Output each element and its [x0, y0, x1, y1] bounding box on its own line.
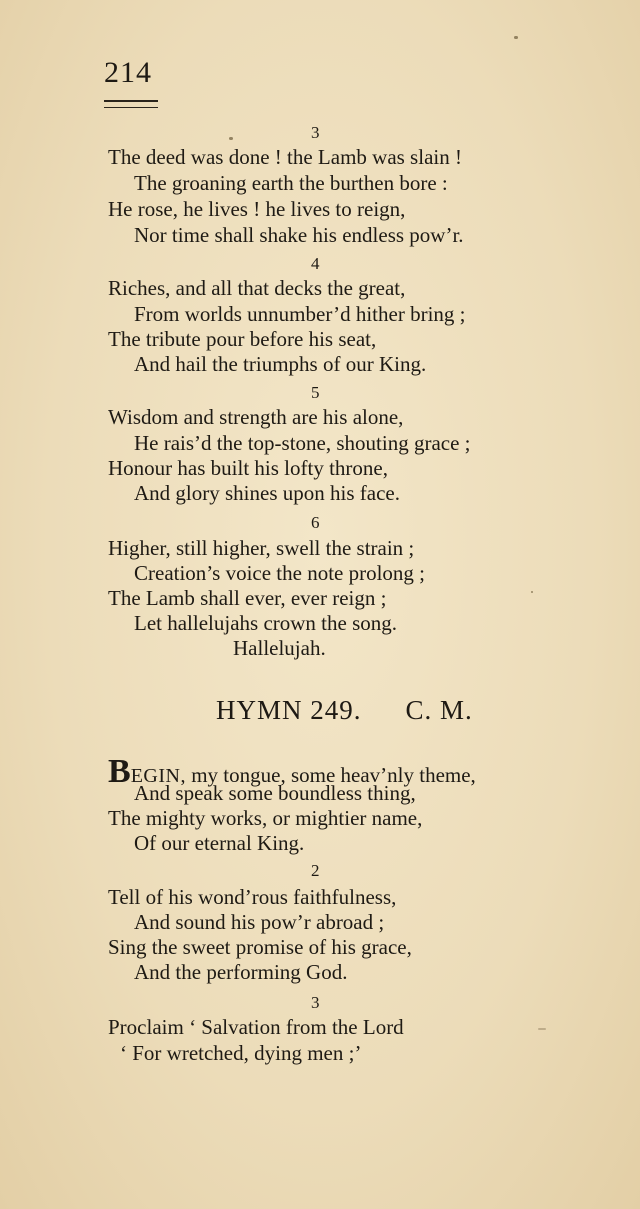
verse-line: Nor time shall shake his endless pow’r.	[134, 223, 464, 247]
verse-line: Proclaim ‘ Salvation from the Lord	[108, 1015, 404, 1039]
verse-line: The deed was done ! the Lamb was slain !	[108, 145, 462, 169]
stanza-number: 4	[311, 254, 320, 273]
header-rule-thin	[104, 107, 158, 108]
header-rule	[104, 100, 158, 102]
hymn-meter: C. M.	[405, 695, 473, 725]
verse-line: From worlds unnumber’d hither bring ;	[134, 302, 466, 326]
verse-line: And speak some boundless thing,	[134, 781, 416, 805]
first-line-rest: my tongue, some heav’nly theme,	[191, 763, 476, 787]
verse-line: The tribute pour before his seat,	[108, 327, 377, 351]
stanza-number: 2	[311, 861, 320, 880]
drop-cap: B	[108, 753, 131, 790]
paper-speck	[514, 36, 518, 39]
stanza-number: 5	[311, 383, 320, 402]
paper-speck	[538, 1028, 546, 1030]
verse-line: The Lamb shall ever, ever reign ;	[108, 586, 387, 610]
verse-line: Riches, and all that decks the great,	[108, 276, 406, 300]
verse-line: ‘ For wretched, dying men ;’	[120, 1041, 362, 1065]
stanza-number: 6	[311, 513, 320, 532]
hymn-title: HYMN 249.	[216, 695, 362, 725]
stanza-number: 3	[311, 123, 320, 142]
verse-line: And the performing God.	[134, 960, 348, 984]
verse-line: Tell of his wond’rous faithfulness,	[108, 885, 397, 909]
verse-line: And hail the triumphs of our King.	[134, 352, 427, 376]
verse-line: The groaning earth the burthen bore :	[134, 171, 448, 195]
verse-line: Wisdom and strength are his alone,	[108, 405, 404, 429]
verse-line: Sing the sweet promise of his grace,	[108, 935, 412, 959]
paper-speck	[531, 591, 533, 593]
page-number: 214	[104, 56, 152, 89]
verse-line: He rais’d the top-stone, shouting grace ;	[134, 431, 471, 455]
verse-line: Higher, still higher, swell the strain ;	[108, 536, 415, 560]
verse-line: And sound his pow’r abroad ;	[134, 910, 385, 934]
verse-line: Creation’s voice the note prolong ;	[134, 561, 426, 585]
verse-line: Honour has built his lofty throne,	[108, 456, 388, 480]
closing-hallelujah: Hallelujah.	[233, 636, 326, 660]
verse-line: Of our eternal King.	[134, 831, 305, 855]
paper-speck	[229, 137, 233, 140]
verse-line: The mighty works, or mightier name,	[108, 806, 423, 830]
first-word: EGIN,	[130, 765, 186, 787]
stanza-number: 3	[311, 993, 320, 1012]
verse-line: And glory shines upon his face.	[134, 481, 400, 505]
verse-line: Let hallelujahs crown the song.	[134, 611, 398, 635]
verse-line: He rose, he lives ! he lives to reign,	[108, 197, 406, 221]
hymn-heading	[216, 697, 473, 724]
